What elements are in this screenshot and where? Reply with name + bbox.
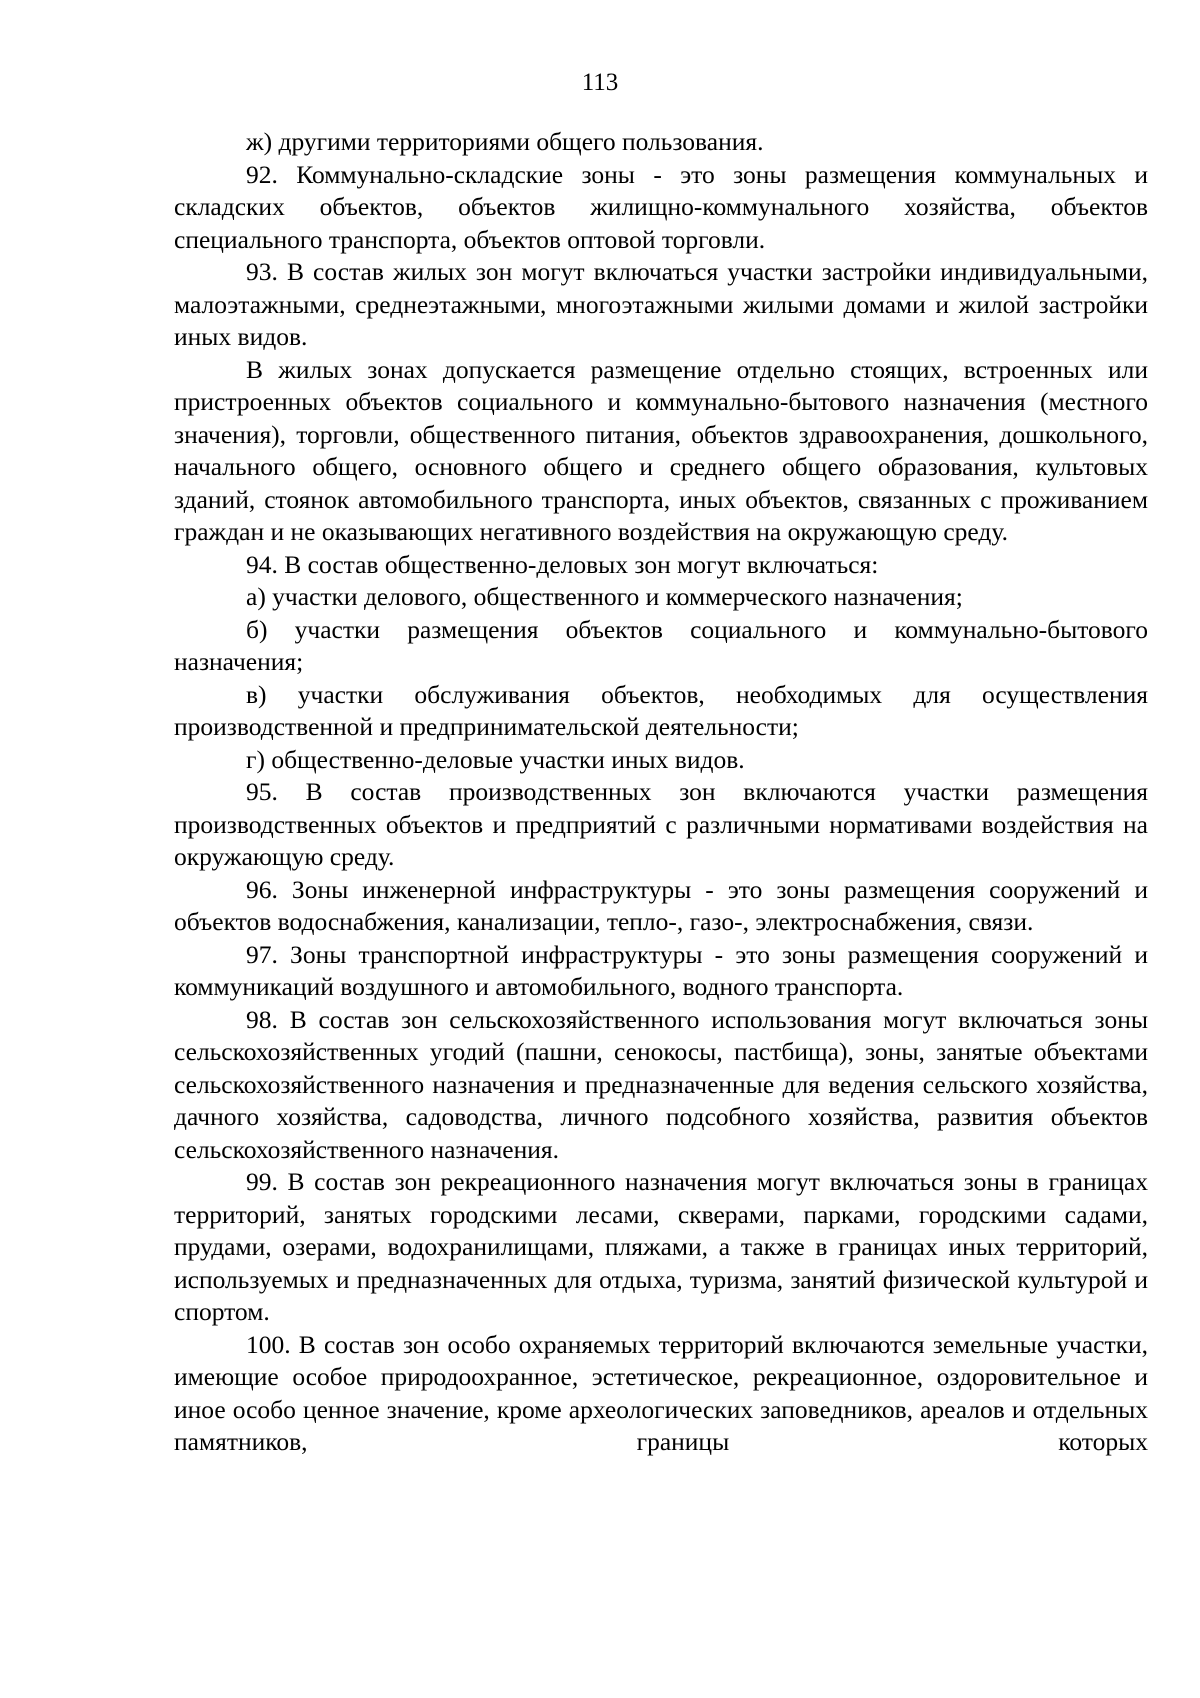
paragraph-99: 99. В состав зон рекреационного назначения могут включаться зоны в границах территорий, занятых городскими лесами, скверами, парками, городскими садами, прудами, озерами, водохранилищами, пляжами, а также в границах иных территорий, используемых и предназначенных для отдыха, туризма, занятий физической культурой и спортом.: [174, 1167, 1148, 1326]
list-item-v: в) участки обслуживания объектов, необходимых для осуществления производственной и предпринимательской деятельности;: [174, 679, 1148, 741]
list-item-zh: ж) другими территориями общего пользования.: [246, 127, 764, 156]
document-body: [174, 126, 1148, 1459]
paragraph-92: 92. Коммунально-складские зоны - это зоны размещения коммунальных и складских объектов, объектов жилищно-коммунального хозяйства, объектов специального транспорта, объектов оптовой торговли.: [174, 159, 1148, 254]
list-item-b: б) участки размещения объектов социального и коммунально-бытового назначения;: [174, 614, 1148, 676]
paragraph-95: 95. В состав производственных зон включаются участки размещения производственных объектов и предприятий с различными нормативами воздействия на окружающую среду.: [174, 777, 1148, 871]
paragraph-96: 96. Зоны инженерной инфраструктуры - это зоны размещения сооружений и объектов водоснабжения, канализации, тепло-, газо-, электроснабжения, связи.: [174, 874, 1148, 936]
paragraph-93: 93. В состав жилых зон могут включаться участки застройки индивидуальными, малоэтажными, среднеэтажными, многоэтажными жилыми домами и жилой застройки иных видов.: [174, 257, 1148, 351]
paragraph-97: 97. Зоны транспортной инфраструктуры - это зоны размещения сооружений и коммуникаций воздушного и автомобильного, водного транспорта.: [174, 939, 1148, 1001]
paragraph-98: 98. В состав зон сельскохозяйственного использования могут включаться зоны сельскохозяйственных угодий (пашни, сенокосы, пастбища), зоны, занятые объектами сельскохозяйственного назначения и предназначенные для ведения сельского хозяйства, дачного хозяйства, садоводства, личного подсобного хозяйства, развития объектов сельскохозяйственного назначения.: [174, 1004, 1148, 1164]
paragraph-residential-zones: В жилых зонах допускается размещение отдельно стоящих, встроенных или пристроенных объектов социального и коммунально-бытового назначения (местного значения), торговли, общественного питания, объектов здравоохранения, дошкольного, начального общего, основного общего и среднего общего образования, культовых зданий, стоянок автомобильного транспорта, иных объектов, связанных с проживанием граждан и не оказывающих негативного воздействия на окружающую среду.: [174, 354, 1148, 546]
paragraph-100: 100. В состав зон особо охраняемых территорий включаются земельные участки, имеющие особое природоохранное, эстетическое, рекреационное, оздоровительное и иное особо ценное значение, кроме археологических заповедников, ареалов и отдельных памятников, границы которых: [174, 1329, 1148, 1456]
paragraph-94: 94. В состав общественно-деловых зон могут включаться:: [246, 549, 879, 579]
list-item-g: г) общественно-деловые участки иных видов.: [246, 744, 745, 774]
list-item-a: а) участки делового, общественного и коммерческого назначения;: [246, 582, 963, 611]
page-number: 113: [581, 69, 619, 96]
